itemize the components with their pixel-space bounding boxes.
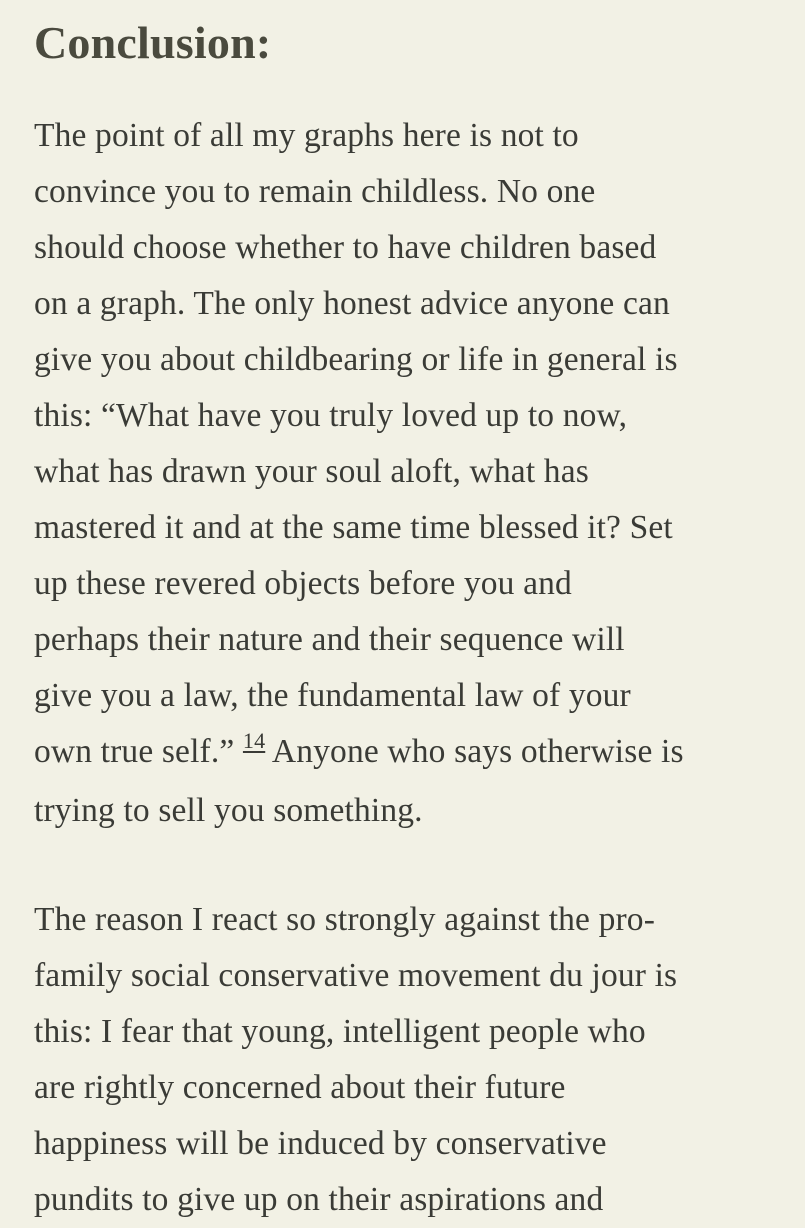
text-before-footnote: own true self.” bbox=[34, 733, 243, 770]
text-line: give you a law, the fundamental law of your bbox=[34, 677, 631, 714]
text-line: this: I fear that young, intelligent people who bbox=[34, 1013, 646, 1050]
article-body bbox=[34, 0, 784, 1228]
paragraph-conclusion bbox=[34, 108, 784, 839]
text-line: are rightly concerned about their future bbox=[34, 1069, 566, 1106]
text-line: pundits to give up on their aspirations and bbox=[34, 1181, 604, 1218]
text-line: convince you to remain childless. No one bbox=[34, 173, 596, 210]
text-line: perhaps their nature and their sequence will bbox=[34, 621, 625, 658]
text-line: on a graph. The only honest advice anyone can bbox=[34, 285, 670, 322]
text-line: family social conservative movement du jour is bbox=[34, 957, 678, 994]
text-line: trying to sell you something. bbox=[34, 792, 423, 829]
text-line: should choose whether to have children based bbox=[34, 229, 657, 266]
text-line: The point of all my graphs here is not to bbox=[34, 117, 579, 154]
text-line: mastered it and at the same time blessed it? Set bbox=[34, 509, 673, 546]
text-line: The reason I react so strongly against the pro- bbox=[34, 901, 656, 938]
text-line: up these revered objects before you and bbox=[34, 565, 572, 602]
text-after-footnote: Anyone who says otherwise is bbox=[265, 733, 684, 770]
text-line: this: “What have you truly loved up to now, bbox=[34, 397, 628, 434]
section-heading: Conclusion: bbox=[34, 17, 272, 68]
footnote-link[interactable]: 14 bbox=[242, 728, 266, 753]
text-line: what has drawn your soul aloft, what has bbox=[34, 453, 589, 490]
footnote-text-line bbox=[34, 724, 784, 783]
text-line: happiness will be induced by conservative bbox=[34, 1125, 607, 1162]
paragraph-reason bbox=[34, 892, 784, 1228]
text-line: give you about childbearing or life in general is bbox=[34, 341, 678, 378]
